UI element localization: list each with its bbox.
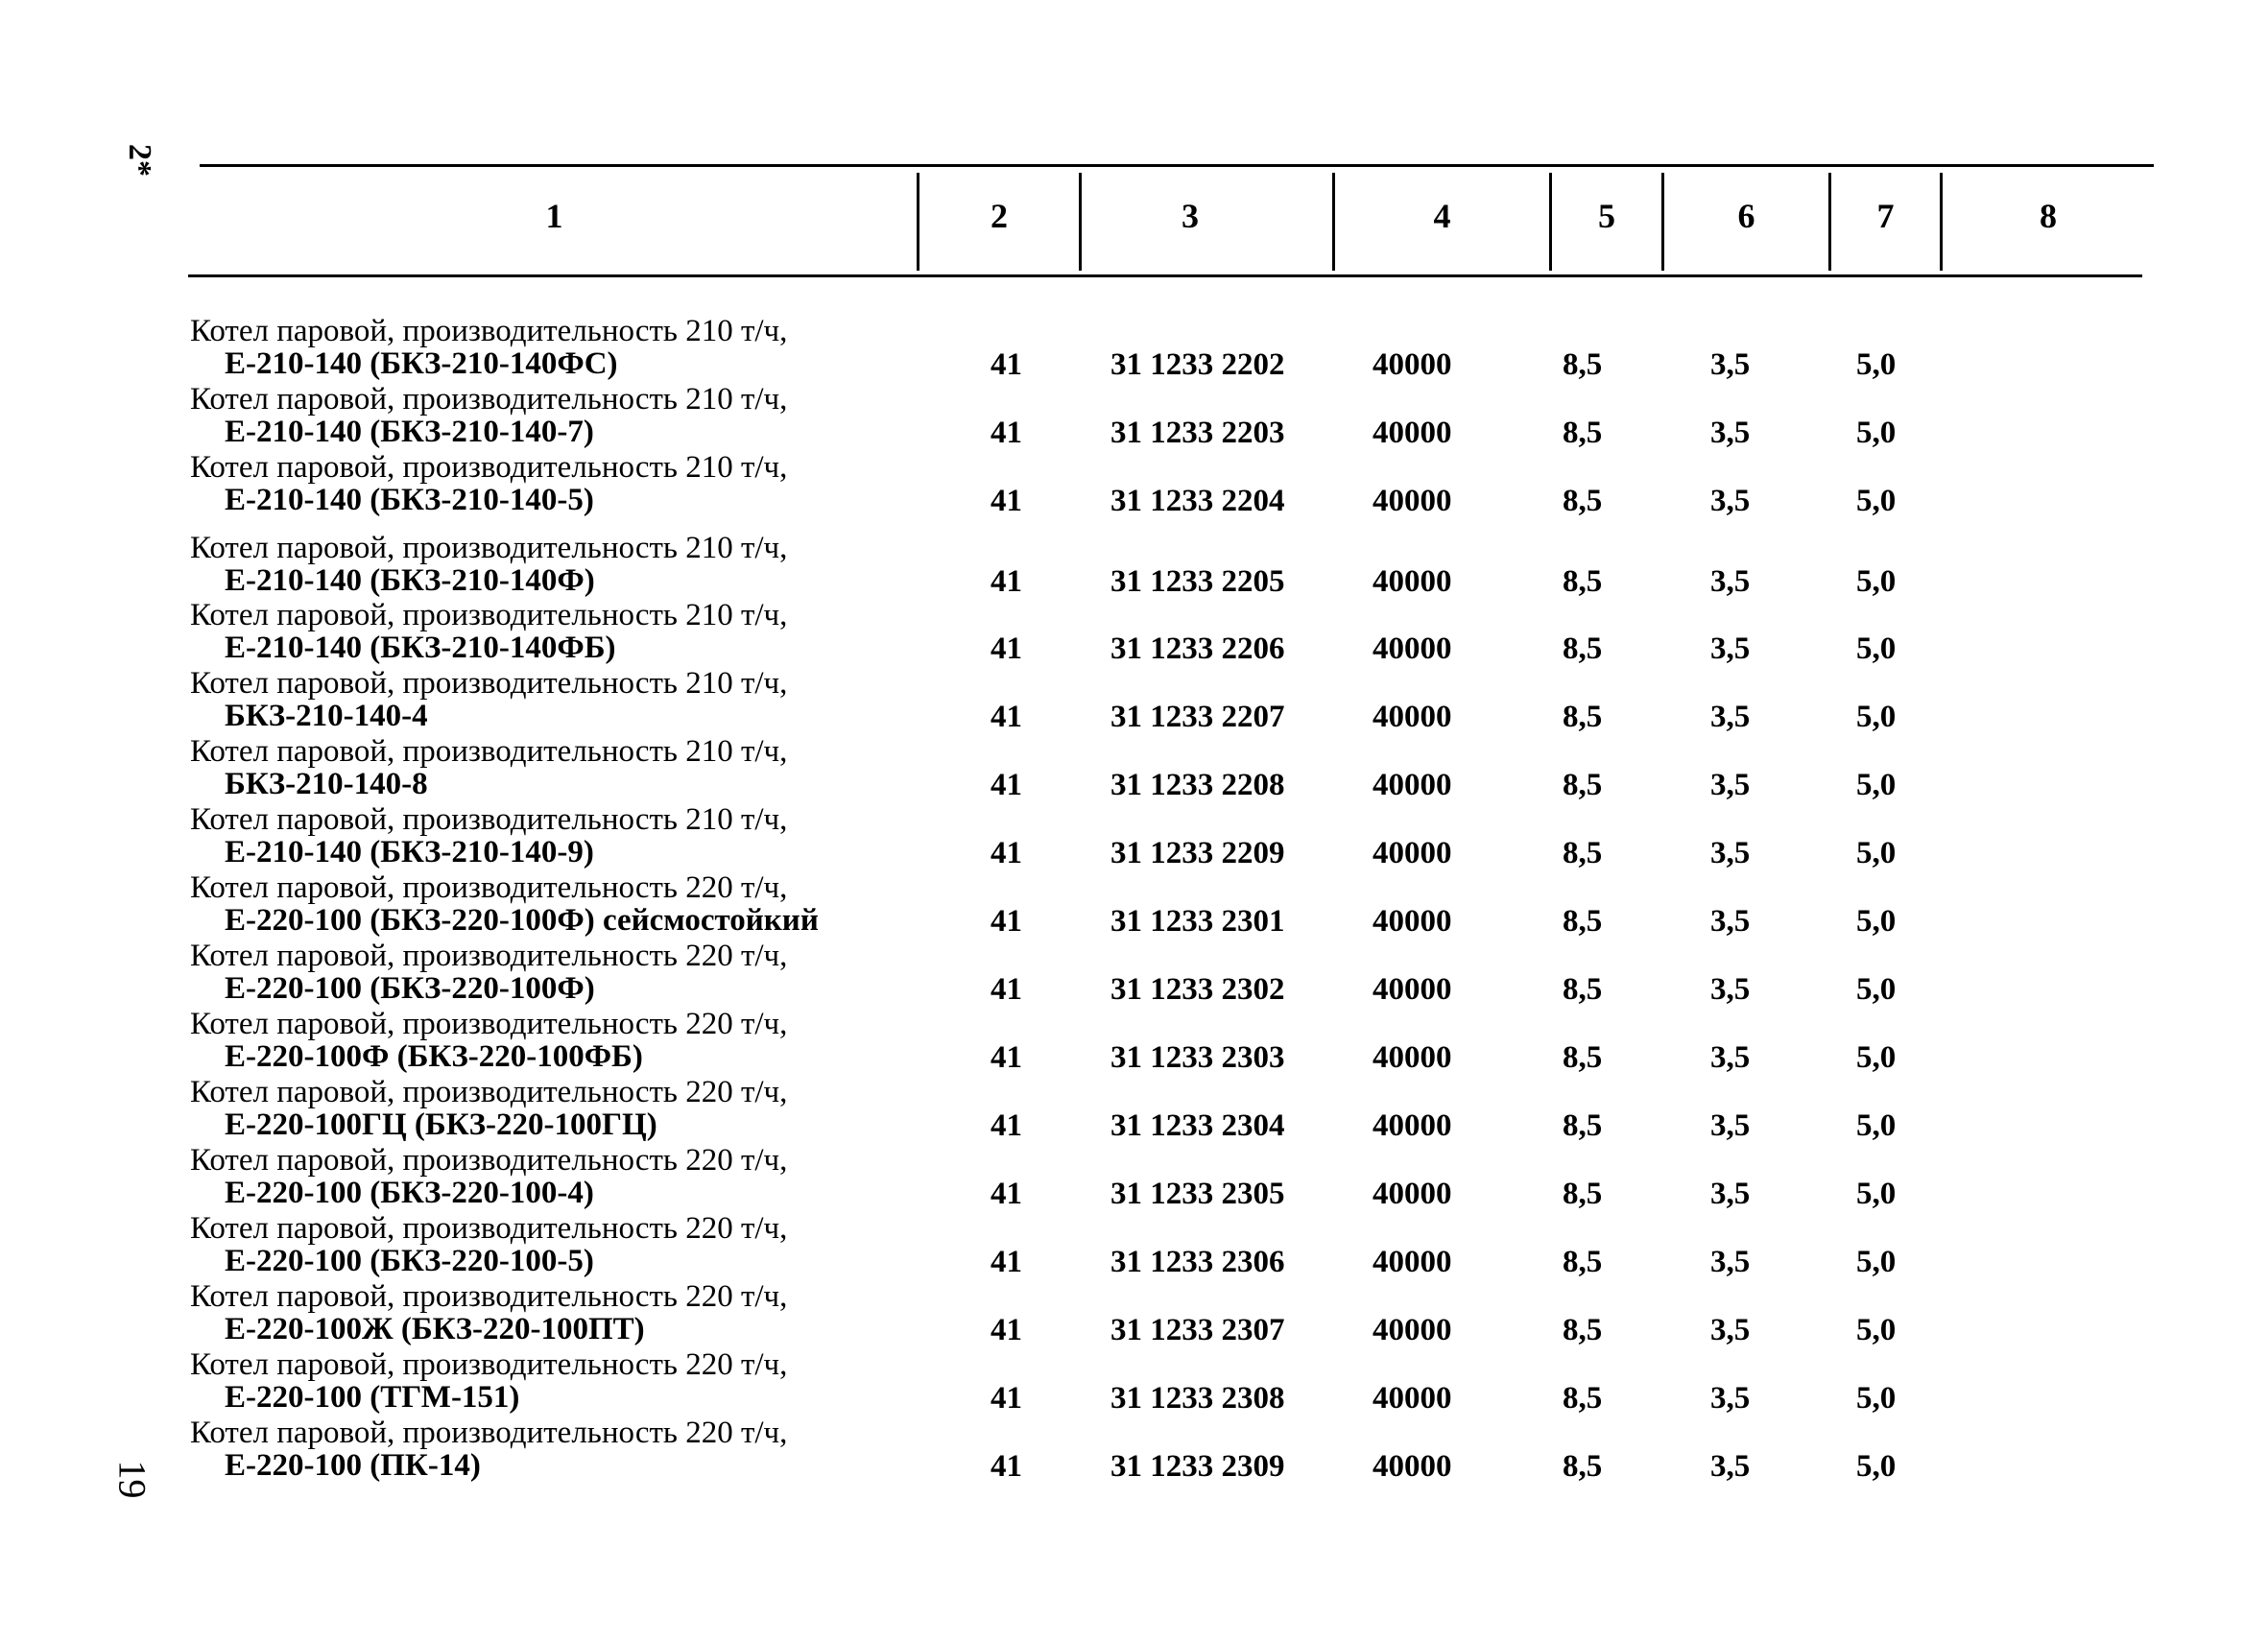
description-line: Котел паровой, производительность 220 т/ч, xyxy=(190,1347,788,1382)
cell-col6: 3,5 xyxy=(1710,1313,1751,1347)
cell-code: 31 1233 2304 xyxy=(1110,1108,1285,1143)
column-header: 8 xyxy=(2040,197,2057,235)
cell-col4: 40000 xyxy=(1373,1449,1452,1484)
cell-col6: 3,5 xyxy=(1710,768,1751,802)
model-line: Е-220-100 (БКЗ-220-100-4) xyxy=(225,1176,594,1210)
cell-col5: 8,5 xyxy=(1563,1108,1603,1143)
table-row xyxy=(0,667,2268,735)
model-line: Е-210-140 (БКЗ-210-140Ф) xyxy=(225,563,595,598)
cell-col7: 5,0 xyxy=(1856,1108,1897,1143)
model-line: Е-220-100 (ТГМ-151) xyxy=(225,1380,520,1415)
cell-col5: 8,5 xyxy=(1563,416,1603,450)
row-description xyxy=(190,940,958,1005)
cell-col7: 5,0 xyxy=(1856,484,1897,518)
model-line: Е-210-140 (БКЗ-210-140-7) xyxy=(225,415,594,449)
cell-col7: 5,0 xyxy=(1856,1040,1897,1075)
cell-col4: 40000 xyxy=(1373,1381,1452,1416)
description-line: Котел паровой, производительность 210 т/ч, xyxy=(190,314,788,348)
description-line: Котел паровой, производительность 210 т/ч, xyxy=(190,666,788,701)
cell-code: 31 1233 2307 xyxy=(1110,1313,1285,1347)
cell-code: 31 1233 2207 xyxy=(1110,700,1285,734)
cell-col4: 40000 xyxy=(1373,347,1452,382)
model-line: Е-220-100 (БКЗ-220-100Ф) xyxy=(225,971,595,1006)
cell-col6: 3,5 xyxy=(1710,564,1751,599)
row-description xyxy=(190,1144,958,1209)
row-description xyxy=(190,1417,958,1482)
cell-col4: 40000 xyxy=(1373,631,1452,666)
cell-col7: 5,0 xyxy=(1856,1381,1897,1416)
cell-col2: 41 xyxy=(991,347,1022,382)
column-header: 3 xyxy=(1182,197,1199,235)
cell-col5: 8,5 xyxy=(1563,484,1603,518)
model-line: Е-210-140 (БКЗ-210-140ФС) xyxy=(225,346,618,381)
description-line: Котел паровой, производительность 220 т/ч, xyxy=(190,1211,788,1246)
cell-col7: 5,0 xyxy=(1856,1313,1897,1347)
cell-col6: 3,5 xyxy=(1710,1381,1751,1416)
cell-col7: 5,0 xyxy=(1856,836,1897,870)
table-row xyxy=(0,940,2268,1008)
cell-code: 31 1233 2202 xyxy=(1110,347,1285,382)
column-header: 5 xyxy=(1598,197,1615,235)
description-line: Котел паровой, производительность 210 т/ч, xyxy=(190,802,788,837)
cell-col6: 3,5 xyxy=(1710,1177,1751,1211)
cell-col2: 41 xyxy=(991,904,1022,939)
cell-col5: 8,5 xyxy=(1563,1040,1603,1075)
row-description xyxy=(190,735,958,800)
cell-col7: 5,0 xyxy=(1856,904,1897,939)
model-line: Е-220-100 (ПК-14) xyxy=(225,1448,481,1483)
column-header: 6 xyxy=(1737,197,1755,235)
cell-col4: 40000 xyxy=(1373,1245,1452,1279)
table-row xyxy=(0,1348,2268,1417)
cell-col6: 3,5 xyxy=(1710,631,1751,666)
table-row xyxy=(0,315,2268,383)
description-line: Котел паровой, производительность 210 т/ч, xyxy=(190,734,788,769)
row-description xyxy=(190,1348,958,1414)
cell-col7: 5,0 xyxy=(1856,631,1897,666)
cell-col4: 40000 xyxy=(1373,1313,1452,1347)
cell-col7: 5,0 xyxy=(1856,564,1897,599)
signature-mark: 2* xyxy=(122,144,157,177)
row-description xyxy=(190,451,958,516)
cell-col5: 8,5 xyxy=(1563,1245,1603,1279)
cell-col2: 41 xyxy=(991,1381,1022,1416)
cell-code: 31 1233 2209 xyxy=(1110,836,1285,870)
description-line: Котел паровой, производительность 220 т/ч, xyxy=(190,939,788,973)
cell-col7: 5,0 xyxy=(1856,700,1897,734)
cell-col4: 40000 xyxy=(1373,1040,1452,1075)
row-description xyxy=(190,599,958,664)
table-row xyxy=(0,1212,2268,1280)
cell-col5: 8,5 xyxy=(1563,631,1603,666)
cell-code: 31 1233 2308 xyxy=(1110,1381,1285,1416)
cell-col4: 40000 xyxy=(1373,836,1452,870)
cell-col7: 5,0 xyxy=(1856,416,1897,450)
cell-col6: 3,5 xyxy=(1710,700,1751,734)
cell-col6: 3,5 xyxy=(1710,972,1751,1007)
cell-col2: 41 xyxy=(991,1177,1022,1211)
table-row xyxy=(0,383,2268,451)
column-header: 7 xyxy=(1876,197,1895,235)
description-line: Котел паровой, производительность 220 т/ч, xyxy=(190,1007,788,1041)
cell-code: 31 1233 2204 xyxy=(1110,484,1285,518)
cell-code: 31 1233 2302 xyxy=(1110,972,1285,1007)
cell-col2: 41 xyxy=(991,1313,1022,1347)
row-description xyxy=(190,1280,958,1345)
cell-col7: 5,0 xyxy=(1856,1177,1897,1211)
cell-col2: 41 xyxy=(991,768,1022,802)
cell-col4: 40000 xyxy=(1373,700,1452,734)
model-line: Е-220-100 (БКЗ-220-100-5) xyxy=(225,1244,594,1278)
row-description xyxy=(190,667,958,732)
cell-col6: 3,5 xyxy=(1710,484,1751,518)
cell-col4: 40000 xyxy=(1373,484,1452,518)
cell-col7: 5,0 xyxy=(1856,1245,1897,1279)
cell-col4: 40000 xyxy=(1373,1177,1452,1211)
model-line: Е-220-100Ф (БКЗ-220-100ФБ) xyxy=(225,1039,643,1074)
model-line: Е-220-100Ж (БКЗ-220-100ПТ) xyxy=(225,1312,645,1346)
cell-col4: 40000 xyxy=(1373,768,1452,802)
model-line: Е-210-140 (БКЗ-210-140ФБ) xyxy=(225,631,616,665)
cell-code: 31 1233 2303 xyxy=(1110,1040,1285,1075)
description-line: Котел паровой, производительность 220 т/ч, xyxy=(190,1143,788,1178)
cell-col5: 8,5 xyxy=(1563,700,1603,734)
cell-code: 31 1233 2203 xyxy=(1110,416,1285,450)
cell-col7: 5,0 xyxy=(1856,1449,1897,1484)
description-line: Котел паровой, производительность 210 т/ч, xyxy=(190,382,788,417)
cell-col5: 8,5 xyxy=(1563,347,1603,382)
cell-col4: 40000 xyxy=(1373,904,1452,939)
row-description xyxy=(190,871,958,937)
cell-code: 31 1233 2306 xyxy=(1110,1245,1285,1279)
cell-col2: 41 xyxy=(991,416,1022,450)
cell-col6: 3,5 xyxy=(1710,416,1751,450)
cell-col5: 8,5 xyxy=(1563,768,1603,802)
cell-col6: 3,5 xyxy=(1710,904,1751,939)
description-line: Котел паровой, производительность 220 т/ч, xyxy=(190,1416,788,1450)
column-header: 4 xyxy=(1433,197,1451,235)
cell-col2: 41 xyxy=(991,1108,1022,1143)
table-row xyxy=(0,1076,2268,1144)
description-line: Котел паровой, производительность 220 т/ч, xyxy=(190,1075,788,1109)
table-row xyxy=(0,871,2268,940)
table-row xyxy=(0,1144,2268,1212)
table-top-rule xyxy=(200,164,2154,167)
cell-col6: 3,5 xyxy=(1710,1449,1751,1484)
description-line: Котел паровой, производительность 210 т/ч, xyxy=(190,531,788,565)
cell-code: 31 1233 2305 xyxy=(1110,1177,1285,1211)
column-header: 2 xyxy=(991,197,1008,235)
cell-col5: 8,5 xyxy=(1563,904,1603,939)
cell-col2: 41 xyxy=(991,1245,1022,1279)
table-row xyxy=(0,1008,2268,1076)
table-row xyxy=(0,1280,2268,1348)
cell-col2: 41 xyxy=(991,836,1022,870)
description-line: Котел паровой, производительность 210 т/ч, xyxy=(190,450,788,485)
cell-col5: 8,5 xyxy=(1563,564,1603,599)
row-description xyxy=(190,1076,958,1141)
cell-code: 31 1233 2205 xyxy=(1110,564,1285,599)
cell-col2: 41 xyxy=(991,564,1022,599)
row-description xyxy=(190,383,958,448)
table-row xyxy=(0,532,2268,600)
cell-col2: 41 xyxy=(991,484,1022,518)
table-row xyxy=(0,599,2268,667)
cell-col2: 41 xyxy=(991,631,1022,666)
cell-code: 31 1233 2301 xyxy=(1110,904,1285,939)
row-description xyxy=(190,532,958,597)
cell-col6: 3,5 xyxy=(1710,836,1751,870)
cell-col2: 41 xyxy=(991,1040,1022,1075)
cell-col6: 3,5 xyxy=(1710,1108,1751,1143)
cell-col4: 40000 xyxy=(1373,564,1452,599)
description-line: Котел паровой, производительность 210 т/ч, xyxy=(190,598,788,632)
model-line: Е-220-100ГЦ (БКЗ-220-100ГЦ) xyxy=(225,1107,657,1142)
cell-col6: 3,5 xyxy=(1710,1040,1751,1075)
cell-col5: 8,5 xyxy=(1563,836,1603,870)
model-line: Е-220-100 (БКЗ-220-100Ф) сейсмостойкий xyxy=(225,903,819,938)
cell-code: 31 1233 2206 xyxy=(1110,631,1285,666)
model-line: Е-210-140 (БКЗ-210-140-9) xyxy=(225,835,594,869)
table-row xyxy=(0,451,2268,519)
cell-col7: 5,0 xyxy=(1856,347,1897,382)
description-line: Котел паровой, производительность 220 т/ч, xyxy=(190,870,788,905)
cell-col2: 41 xyxy=(991,1449,1022,1484)
cell-col2: 41 xyxy=(991,700,1022,734)
table-row xyxy=(0,1417,2268,1485)
model-line: БКЗ-210-140-8 xyxy=(225,767,428,801)
cell-col6: 3,5 xyxy=(1710,1245,1751,1279)
column-header: 1 xyxy=(545,197,563,235)
row-description xyxy=(190,1008,958,1073)
cell-col5: 8,5 xyxy=(1563,972,1603,1007)
cell-col4: 40000 xyxy=(1373,416,1452,450)
cell-col5: 8,5 xyxy=(1563,1177,1603,1211)
table-row xyxy=(0,735,2268,803)
model-line: Е-210-140 (БКЗ-210-140-5) xyxy=(225,483,594,517)
row-description xyxy=(190,1212,958,1277)
table-row xyxy=(0,803,2268,871)
cell-col5: 8,5 xyxy=(1563,1449,1603,1484)
page-number: 19 xyxy=(110,1460,155,1499)
cell-col6: 3,5 xyxy=(1710,347,1751,382)
cell-col7: 5,0 xyxy=(1856,972,1897,1007)
cell-col2: 41 xyxy=(991,972,1022,1007)
cell-col7: 5,0 xyxy=(1856,768,1897,802)
description-line: Котел паровой, производительность 220 т/ч, xyxy=(190,1279,788,1314)
cell-col4: 40000 xyxy=(1373,972,1452,1007)
cell-col4: 40000 xyxy=(1373,1108,1452,1143)
cell-col5: 8,5 xyxy=(1563,1313,1603,1347)
cell-code: 31 1233 2208 xyxy=(1110,768,1285,802)
table-header-rule xyxy=(188,274,2142,277)
model-line: БКЗ-210-140-4 xyxy=(225,699,428,733)
cell-col5: 8,5 xyxy=(1563,1381,1603,1416)
row-description xyxy=(190,315,958,380)
cell-code: 31 1233 2309 xyxy=(1110,1449,1285,1484)
row-description xyxy=(190,803,958,869)
